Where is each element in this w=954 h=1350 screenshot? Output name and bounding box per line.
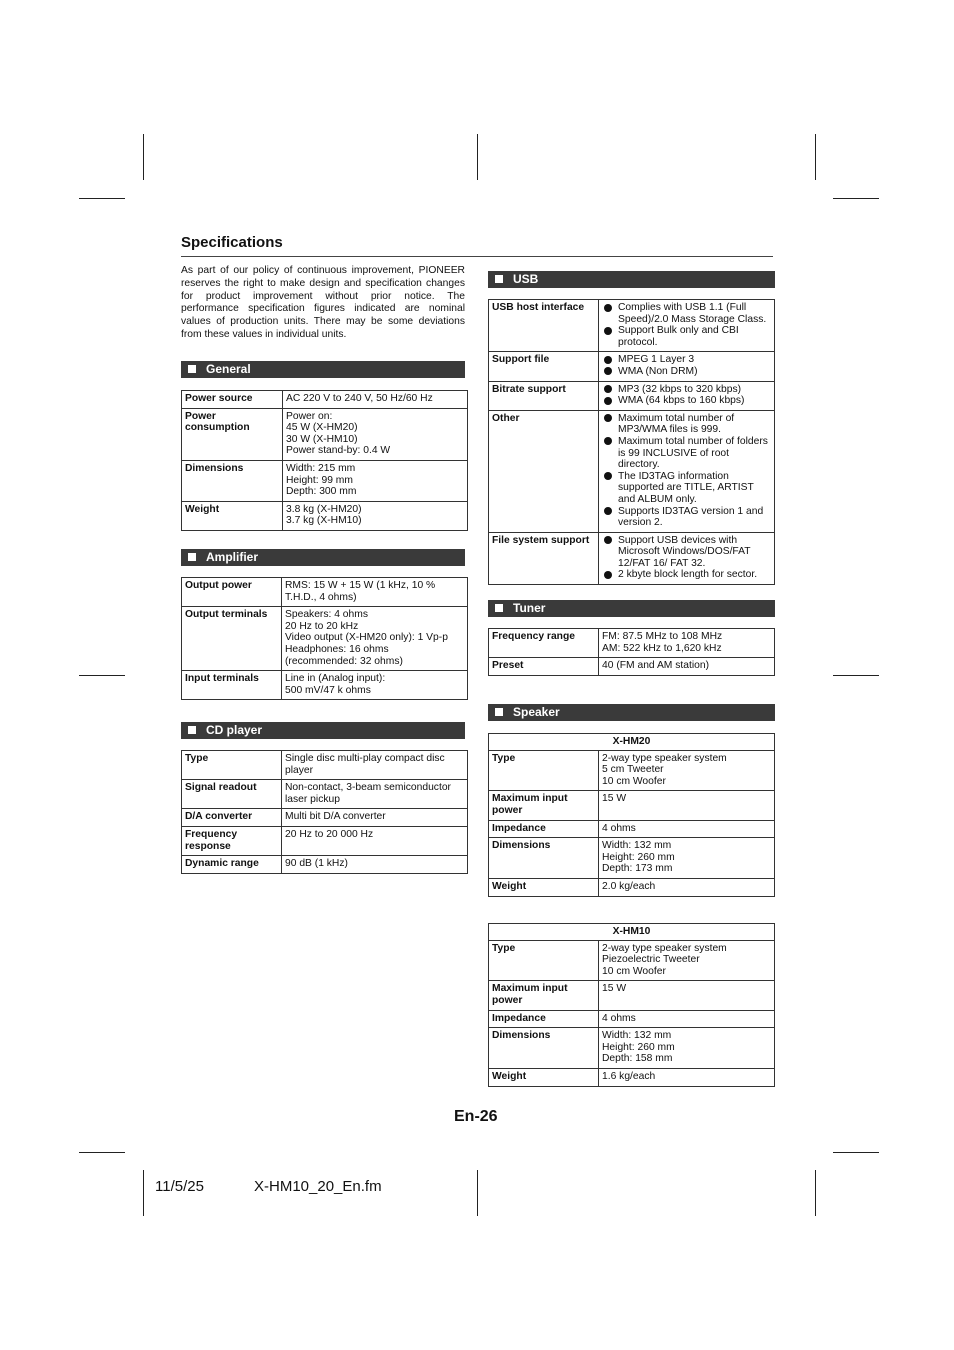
spec-label: File system support	[489, 532, 599, 584]
spec-value-line: 20 Hz to 20 000 Hz	[285, 828, 374, 840]
spec-value	[282, 856, 468, 874]
spec-value	[599, 1010, 775, 1028]
spec-value	[599, 658, 775, 676]
table-row	[182, 607, 468, 671]
bullet-dot-icon	[604, 437, 612, 445]
table-row	[182, 460, 468, 501]
bullet-item	[602, 535, 771, 570]
amplifier-table	[181, 577, 468, 700]
crop-mark	[143, 1170, 144, 1216]
spec-value-line: Height: 260 mm	[602, 1041, 675, 1053]
table-row	[182, 578, 468, 607]
spec-value-line: 90 dB (1 kHz)	[285, 858, 348, 870]
spec-value-line: Power on:	[286, 410, 333, 422]
title-rule	[181, 256, 773, 257]
spec-label: Type	[489, 940, 599, 981]
spec-value-line: Video output (X-HM20 only): 1 Vp-p	[285, 632, 448, 644]
spec-value-line: 15 W	[602, 793, 627, 805]
square-bullet-icon	[495, 604, 503, 612]
spec-value	[282, 671, 468, 700]
bullet-item	[602, 302, 771, 325]
section-heading-label: Amplifier	[206, 550, 259, 564]
bullet-dot-icon	[604, 356, 612, 364]
crop-mark	[477, 1170, 478, 1216]
spec-value	[283, 408, 468, 460]
square-bullet-icon	[188, 553, 196, 561]
bullet-item	[602, 413, 771, 436]
table-row	[489, 410, 775, 532]
square-bullet-icon	[188, 365, 196, 373]
spec-value	[599, 381, 775, 410]
spec-label: Power source	[182, 391, 283, 409]
spec-label: Type	[182, 751, 282, 780]
spec-value-line: 10 cm Woofer	[602, 775, 666, 787]
bullet-item	[602, 366, 771, 378]
spec-label: Impedance	[489, 1010, 599, 1028]
bullet-text: Support USB devices with Microsoft Windows/DOS/FAT 12/FAT 16/ FAT 32.	[618, 534, 751, 569]
spec-value-line: AC 220 V to 240 V, 50 Hz/60 Hz	[286, 393, 433, 404]
spec-label: Input terminals	[182, 671, 282, 700]
table-row	[489, 658, 775, 676]
spec-label: USB host interface	[489, 300, 599, 352]
spec-value-line: 30 W (X-HM10)	[286, 433, 358, 445]
bullet-text: The ID3TAG information supported are TITLE, ARTIST and ALBUM only.	[618, 470, 754, 505]
bullet-dot-icon	[604, 304, 612, 312]
table-row	[489, 791, 775, 820]
intro-paragraph: As part of our policy of continuous improvement, PIONEER reserves the right to make design and specification changes for product improvement without prior notice. The performance specification figures indicated are nominal values of production units. There may be some deviations from these values in individual units.	[181, 265, 465, 340]
square-bullet-icon	[188, 726, 196, 734]
table-row	[489, 300, 775, 352]
section-heading-cd-player	[181, 722, 465, 739]
spec-value	[599, 981, 775, 1010]
table-row	[182, 671, 468, 700]
spec-value-line: Speakers: 4 ohms	[285, 609, 368, 621]
table-row	[489, 629, 775, 658]
spec-value-line: 10 cm Woofer	[602, 965, 666, 977]
table-row	[489, 1010, 775, 1028]
spec-value	[282, 751, 468, 780]
spec-label: Weight	[182, 501, 283, 530]
crop-mark	[833, 675, 879, 676]
spec-label: Dimensions	[489, 838, 599, 879]
spec-value-line: RMS: 15 W + 15 W (1 kHz, 10 % T.H.D., 4 ohms)	[285, 580, 436, 603]
spec-value-line: Headphones: 16 ohms	[285, 643, 389, 655]
section-heading-label: Speaker	[513, 705, 560, 719]
spec-value	[599, 750, 775, 791]
bullet-item	[602, 384, 771, 396]
section-heading-usb	[488, 271, 775, 288]
spec-label: Output power	[182, 578, 282, 607]
spec-value-line: Line in (Analog input):	[285, 673, 386, 685]
spec-value	[282, 826, 468, 855]
spec-value-line: FM: 87.5 MHz to 108 MHz	[602, 631, 723, 642]
tuner-table	[488, 628, 775, 676]
spec-value	[282, 780, 468, 809]
spec-value	[283, 391, 468, 409]
square-bullet-icon	[495, 708, 503, 716]
spec-value-line: 3.7 kg (X-HM10)	[286, 515, 362, 527]
square-bullet-icon	[495, 275, 503, 283]
table-row	[182, 501, 468, 530]
bullet-item	[602, 436, 771, 471]
crop-mark	[833, 1152, 879, 1153]
bullet-text: Maximum total number of MP3/WMA files is 999.	[618, 412, 735, 436]
spec-value	[599, 300, 775, 352]
spec-value-line: Depth: 173 mm	[602, 863, 673, 875]
spec-value-line: Width: 132 mm	[602, 840, 672, 852]
table-row	[489, 940, 775, 981]
spec-value-line: 500 mV/47 k ohms	[285, 684, 371, 696]
section-heading-tuner	[488, 600, 775, 617]
section-heading-amplifier	[181, 549, 465, 566]
spec-value-line: Non-contact, 3-beam semiconductor laser pickup	[285, 782, 451, 805]
footer-date: 11/5/25	[155, 1178, 204, 1195]
spec-value-line: 45 W (X-HM20)	[286, 422, 358, 434]
spec-value-line: 2-way type speaker system	[602, 942, 727, 954]
spec-value	[599, 820, 775, 838]
bullet-dot-icon	[604, 414, 612, 422]
crop-mark	[79, 675, 125, 676]
spec-label: Maximum input power	[489, 791, 599, 820]
spec-value-line: (recommended: 32 ohms)	[285, 655, 403, 667]
table-row	[182, 751, 468, 780]
spec-value-line: Height: 99 mm	[286, 474, 353, 486]
general-table	[181, 390, 468, 531]
spec-value-line: Single disc multi-play compact disc player	[285, 753, 445, 776]
bullet-text: Complies with USB 1.1 (Full Speed)/2.0 Mass Storage Class.	[618, 302, 767, 325]
usb-table	[488, 299, 775, 585]
spec-value-line: 4 ohms	[602, 1012, 636, 1024]
spec-label: Frequency range	[489, 629, 599, 658]
speaker-model-header: X-HM20	[489, 734, 775, 751]
spec-value	[283, 501, 468, 530]
spec-label: Other	[489, 410, 599, 532]
table-row	[489, 820, 775, 838]
spec-label: Impedance	[489, 820, 599, 838]
bullet-text: WMA (Non DRM)	[618, 365, 698, 377]
table-row	[489, 1068, 775, 1086]
crop-mark	[143, 134, 144, 180]
crop-mark	[79, 198, 125, 199]
bullet-dot-icon	[604, 472, 612, 480]
page-title: Specifications	[181, 234, 283, 251]
bullet-item	[602, 395, 771, 407]
crop-mark	[477, 134, 478, 180]
bullet-item	[602, 506, 771, 529]
bullet-text: MP3 (32 kbps to 320 kbps)	[618, 383, 742, 395]
page-number: En-26	[454, 1108, 498, 1125]
table-row	[489, 1028, 775, 1069]
spec-value	[283, 460, 468, 501]
spec-label: Dimensions	[182, 460, 283, 501]
spec-value-line: 3.8 kg (X-HM20)	[286, 503, 362, 515]
spec-label: Bitrate support	[489, 381, 599, 410]
table-row	[489, 750, 775, 791]
bullet-item	[602, 569, 771, 581]
table-row	[182, 826, 468, 855]
spec-value-line: 1.6 kg/each	[602, 1070, 656, 1082]
spec-value-line: 4 ohms	[602, 822, 636, 834]
spec-value	[599, 629, 775, 658]
spec-value	[599, 791, 775, 820]
cd-player-table	[181, 750, 468, 874]
bullet-dot-icon	[604, 571, 612, 579]
bullet-dot-icon	[604, 507, 612, 515]
spec-value-line: Width: 215 mm	[286, 462, 356, 474]
speaker-hm10-table	[488, 923, 775, 1087]
spec-value-line: Width: 132 mm	[602, 1030, 672, 1042]
spec-label: Frequency response	[182, 826, 282, 855]
spec-label: Dimensions	[489, 1028, 599, 1069]
bullet-text: Supports ID3TAG version 1 and version 2.	[618, 505, 764, 529]
spec-value-line: Power stand-by: 0.4 W	[286, 445, 391, 457]
bullet-text: Support Bulk only and CBI protocol.	[618, 325, 739, 348]
spec-label: D/A converter	[182, 809, 282, 827]
table-row	[489, 838, 775, 879]
spec-value-line: 2.0 kg/each	[602, 880, 656, 892]
spec-label: Dynamic range	[182, 856, 282, 874]
section-heading-label: USB	[513, 272, 539, 286]
section-heading-label: CD player	[206, 723, 263, 737]
table-row	[182, 780, 468, 809]
speaker-model-header: X-HM10	[489, 924, 775, 941]
bullet-item	[602, 325, 771, 348]
table-row	[489, 981, 775, 1010]
section-heading-label: Tuner	[513, 601, 546, 615]
spec-value-line: Piezoelectric Tweeter	[602, 954, 700, 966]
spec-value-line: 15 W	[602, 983, 627, 995]
bullet-text: 2 kbyte block length for sector.	[618, 569, 758, 581]
spec-value	[282, 607, 468, 671]
bullet-item	[602, 354, 771, 366]
spec-label: Support file	[489, 352, 599, 381]
spec-label: Signal readout	[182, 780, 282, 809]
bullet-dot-icon	[604, 367, 612, 375]
spec-value-line: 2-way type speaker system	[602, 752, 727, 764]
table-row	[182, 408, 468, 460]
table-row	[489, 532, 775, 584]
spec-label: Preset	[489, 658, 599, 676]
crop-mark	[79, 1152, 125, 1153]
table-row	[182, 856, 468, 874]
spec-value-line: AM: 522 kHz to 1,620 kHz	[602, 642, 722, 654]
bullet-text: Maximum total number of folders is 99 INCLUSIVE of root directory.	[618, 435, 768, 471]
spec-value-line: 40 (FM and AM station)	[602, 660, 710, 672]
spec-value-line: 20 Hz to 20 kHz	[285, 620, 359, 632]
spec-label: Weight	[489, 878, 599, 896]
table-row	[489, 381, 775, 410]
table-row	[182, 809, 468, 827]
spec-value	[599, 940, 775, 981]
section-heading-speaker	[488, 704, 775, 721]
bullet-dot-icon	[604, 327, 612, 335]
spec-label: Power consumption	[182, 408, 283, 460]
speaker-hm20-table	[488, 733, 775, 897]
bullet-text: WMA (64 kbps to 160 kbps)	[618, 395, 745, 407]
spec-value	[599, 410, 775, 532]
bullet-text: MPEG 1 Layer 3	[618, 354, 695, 366]
table-row	[182, 391, 468, 409]
table-row	[489, 352, 775, 381]
crop-mark	[833, 198, 879, 199]
spec-label: Maximum input power	[489, 981, 599, 1010]
table-row	[489, 878, 775, 896]
spec-value-line: 5 cm Tweeter	[602, 764, 664, 776]
spec-label: Weight	[489, 1068, 599, 1086]
crop-mark	[815, 134, 816, 180]
spec-value	[599, 838, 775, 879]
spec-value-line: Multi bit D/A converter	[285, 811, 386, 823]
spec-value-line: Depth: 158 mm	[602, 1053, 673, 1065]
spec-value	[599, 1028, 775, 1069]
spec-value	[599, 1068, 775, 1086]
section-heading-label: General	[206, 362, 251, 376]
spec-label: Type	[489, 750, 599, 791]
spec-value-line: Height: 260 mm	[602, 851, 675, 863]
spec-value	[599, 352, 775, 381]
bullet-dot-icon	[604, 397, 612, 405]
spec-label: Output terminals	[182, 607, 282, 671]
spec-value	[282, 809, 468, 827]
section-heading-general	[181, 361, 465, 378]
bullet-dot-icon	[604, 385, 612, 393]
spec-value	[282, 578, 468, 607]
crop-mark	[815, 1170, 816, 1216]
spec-value-line: Depth: 300 mm	[286, 486, 357, 498]
bullet-dot-icon	[604, 536, 612, 544]
bullet-item	[602, 471, 771, 506]
spec-value	[599, 532, 775, 584]
footer-filename: X-HM10_20_En.fm	[254, 1178, 382, 1195]
spec-value	[599, 878, 775, 896]
